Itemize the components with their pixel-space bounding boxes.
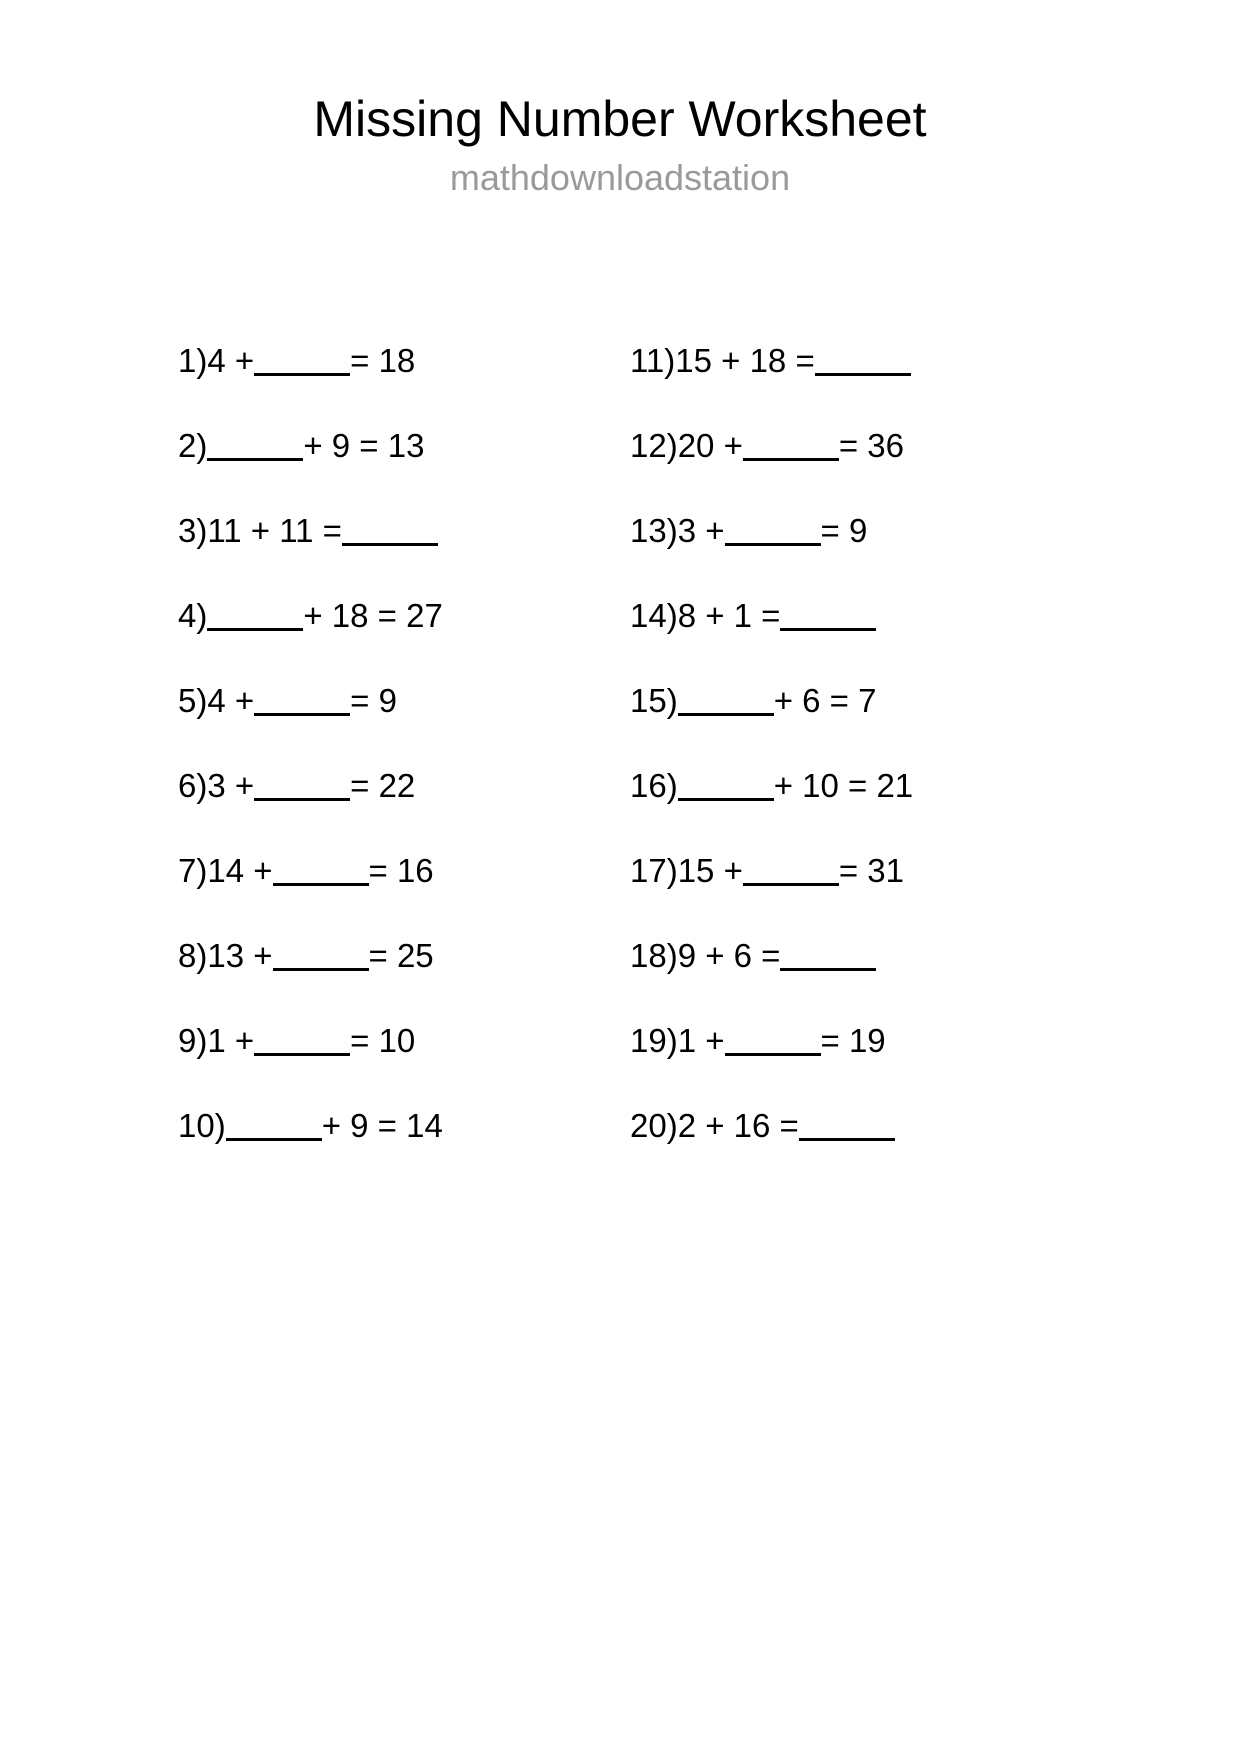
problem-text-before: 15 +	[677, 851, 743, 889]
answer-blank	[725, 543, 821, 546]
problem-number: 2)	[178, 426, 208, 464]
problem-row	[178, 743, 630, 828]
problem-text-before: 14 +	[207, 851, 273, 889]
problem-row	[178, 573, 630, 658]
problem-text-after: = 22	[350, 766, 416, 804]
problem-row	[178, 488, 630, 573]
page-title: Missing Number Worksheet	[313, 91, 927, 147]
problem-row	[630, 828, 1120, 913]
answer-blank	[254, 798, 350, 801]
problem-row	[178, 1083, 630, 1168]
problem-number: 3)	[178, 511, 208, 549]
problem-text-after: = 25	[368, 936, 434, 974]
problem-number: 8)	[178, 936, 208, 974]
problem-text-before: 20 +	[677, 426, 743, 464]
problem-text-before: 3 +	[207, 766, 255, 804]
answer-blank	[743, 458, 839, 461]
problem-text-before: 9 + 6 =	[677, 936, 781, 974]
worksheet-header	[0, 0, 1240, 200]
problem-number: 7)	[178, 851, 208, 889]
problem-text-before: 1 +	[207, 1021, 255, 1059]
problem-row	[630, 913, 1120, 998]
answer-blank	[207, 628, 303, 631]
answer-blank	[254, 713, 350, 716]
problem-text-after: + 6 = 7	[773, 681, 877, 719]
problem-text-before: 13 +	[207, 936, 273, 974]
problem-text-after: = 18	[350, 341, 416, 379]
answer-blank	[273, 968, 369, 971]
problem-text-after: = 19	[820, 1021, 886, 1059]
problem-text-before: 4 +	[207, 341, 255, 379]
answer-blank	[743, 883, 839, 886]
problem-text-after: + 18 = 27	[303, 596, 443, 634]
problem-number: 13)	[630, 511, 678, 549]
problem-text-after: = 9	[820, 511, 868, 549]
problems-column-left	[178, 318, 630, 1168]
answer-blank	[725, 1053, 821, 1056]
problem-number: 6)	[178, 766, 208, 804]
problem-text-after: = 16	[368, 851, 434, 889]
problems-column-right	[630, 318, 1120, 1168]
problem-row	[178, 913, 630, 998]
answer-blank	[342, 543, 438, 546]
problem-row	[178, 828, 630, 913]
problem-text-before: 11 + 11 =	[207, 511, 342, 549]
answer-blank	[678, 798, 774, 801]
problem-number: 5)	[178, 681, 208, 719]
problem-text-before: 4 +	[207, 681, 255, 719]
problem-text-after: = 36	[838, 426, 905, 464]
problem-text-before: 2 + 16 =	[677, 1106, 799, 1144]
problem-text-before: 8 + 1 =	[677, 596, 781, 634]
problem-row	[630, 573, 1120, 658]
answer-blank	[226, 1138, 322, 1141]
problem-row	[630, 318, 1120, 403]
answer-blank	[254, 1053, 350, 1056]
problem-row	[630, 403, 1120, 488]
problem-number: 20)	[630, 1106, 678, 1144]
answer-blank	[799, 1138, 895, 1141]
problem-number: 12)	[630, 426, 678, 464]
problem-number: 1)	[178, 341, 208, 379]
problem-text-before: 3 +	[677, 511, 725, 549]
problem-text-after: + 9 = 14	[321, 1106, 443, 1144]
problem-row	[178, 403, 630, 488]
answer-blank	[815, 373, 911, 376]
answer-blank	[273, 883, 369, 886]
problem-row	[630, 488, 1120, 573]
problem-number: 10)	[178, 1106, 226, 1144]
problem-number: 9)	[178, 1021, 208, 1059]
answer-blank	[678, 713, 774, 716]
problem-number: 11)	[630, 341, 676, 379]
problems-grid	[178, 318, 1120, 1168]
answer-blank	[254, 373, 350, 376]
problem-row	[630, 658, 1120, 743]
problem-number: 4)	[178, 596, 208, 634]
problem-row	[178, 658, 630, 743]
problem-text-after: = 31	[838, 851, 905, 889]
problem-text-after: = 9	[350, 681, 397, 719]
problem-text-after: + 9 = 13	[303, 426, 425, 464]
answer-blank	[780, 968, 876, 971]
problem-number: 16)	[630, 766, 678, 804]
answer-blank	[207, 458, 303, 461]
problem-number: 18)	[630, 936, 678, 974]
problem-row	[630, 1083, 1120, 1168]
problem-number: 15)	[630, 681, 678, 719]
problem-text-before: 15 + 18 =	[675, 341, 815, 379]
problem-number: 19)	[630, 1021, 678, 1059]
answer-blank	[780, 628, 876, 631]
problem-text-after: + 10 = 21	[773, 766, 914, 804]
problem-row	[178, 998, 630, 1083]
problem-row	[178, 318, 630, 403]
problem-row	[630, 743, 1120, 828]
problem-text-after: = 10	[350, 1021, 416, 1059]
page-subtitle: mathdownloadstation	[449, 157, 791, 198]
problem-number: 14)	[630, 596, 678, 634]
problem-text-before: 1 +	[677, 1021, 725, 1059]
problem-number: 17)	[630, 851, 678, 889]
problem-row	[630, 998, 1120, 1083]
